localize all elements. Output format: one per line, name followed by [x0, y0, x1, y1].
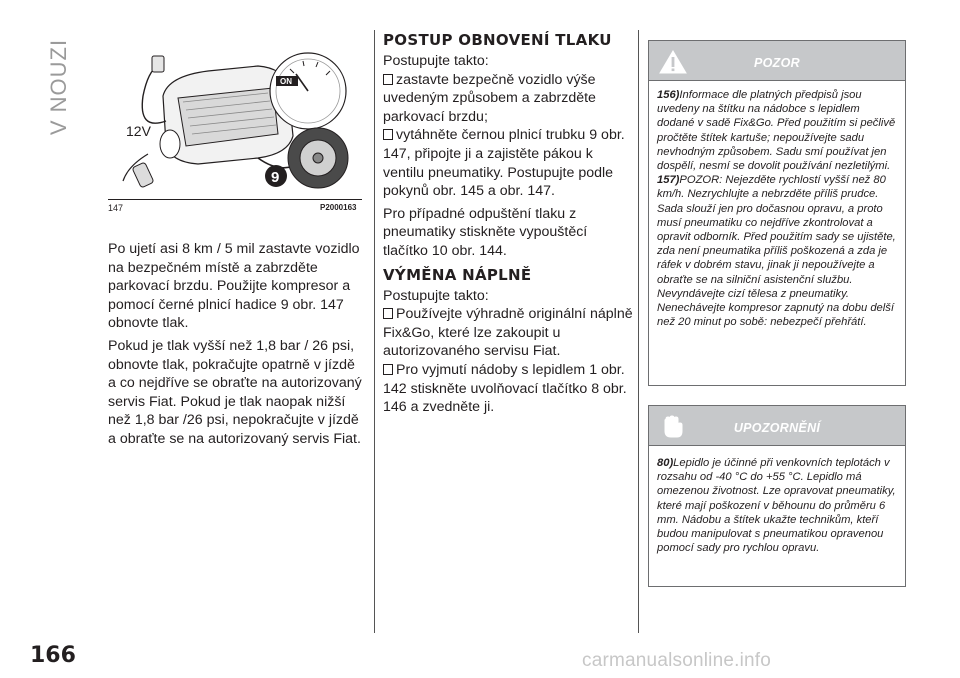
caution-title: UPOZORNĚNÍ [733, 421, 821, 435]
note-number: 157) [657, 174, 680, 187]
warning-note [657, 88, 897, 173]
intro-refill-replacement: Postupujte takto: [383, 287, 489, 304]
on-label: ON [280, 77, 292, 86]
list-item [383, 126, 635, 200]
checkbox-bullet-icon [383, 308, 393, 319]
caution-box [648, 405, 906, 587]
note-text: Informace dle platných předpisů jsou uvedeny na štítku na nádobce s lepidlem dodané v sadě Fix&Go. Před použitím si pečlivě pročtěte štítek kartuše; nepoužívejte sadu nevhodným způsobem. Sadu smí používat jen dospělí, nesmí se dovolit používání nezletilými. [657, 89, 896, 173]
voltage-label: 12V [126, 123, 151, 139]
list-item-text: zastavte bezpečně vozidlo výše uvedeným způsobem a zabrzděte parkovací brzdu; [383, 71, 596, 125]
note-text: Lepidlo je účinné při venkovních teplotách v rozsahu od -40 °C do +55 °C. Lepidlo má omezenou životnost. Lze opravovat pneumatiky, které mají poškození v běhounu do průměru 6 mm. Nádobu a štítek ukažte technikům, kteří budou manipulovat s pneumatikou opravenou pomocí sady pro rychlou opravu. [657, 457, 896, 555]
callout-number: 9 [271, 169, 280, 186]
list-item-text: Používejte výhradně originální náplně Fix&Go, které lze zakoupit u autorizovaného servisu Fiat. [383, 306, 633, 360]
note-number: 80) [657, 457, 674, 469]
figure-code: P2000163 [320, 203, 357, 212]
checkbox-bullet-icon [383, 129, 393, 140]
checkbox-bullet-icon [383, 74, 393, 85]
column-divider-left [374, 30, 375, 633]
figure-caption-rule [108, 199, 362, 200]
list-item [383, 305, 635, 361]
note-text: POZOR: Nejezděte rychlostí vyšší než 80 km/h. Nezrychlujte a nebrzděte příliš prudce. Sada slouží jen pro dočasnou opravu, a proto musí pneumatiku co nejdříve zkontrolovat a opravit odborník. Před použitím sady se ujistěte, zda není pneumatika příliš poškozená a zda je ráfek v dobrém stavu, jinak ji nepoužívejte a obraťte se na silniční asistenční službu. Nevyndávejte cizí tělesa z pneumatiky. Nenechávejte kompresor zapnutý na dobu delší než 20 minut po sobě: nebezpečí přehřátí. [657, 174, 896, 329]
column-2 [383, 33, 635, 421]
section-tab-label: V NOUZI [46, 38, 71, 136]
paragraph-pressure-check: Pokud je tlak vyšší než 1,8 bar / 26 psi, obnovte tlak, pokračujte opatrně v jízdě a co nejdříve se obraťte na autorizovaný servis Fiat. Pokud je tlak naopak nižší než 1,8 bar /26 psi, nepokračujte v jízdě a obraťte se na autorizovaný servis Fiat. [108, 337, 362, 447]
page-number: 166 [30, 643, 76, 668]
checkbox-bullet-icon [383, 364, 393, 375]
warning-note [657, 173, 897, 329]
column-1 [108, 240, 366, 453]
column-divider-right [638, 30, 639, 633]
list-item-text: Pro vyjmutí nádoby s lepidlem 1 obr. 142 stiskněte uvolňovací tlačítko 8 obr. 146 a zvedněte ji. [383, 361, 627, 416]
warning-header [649, 41, 905, 81]
heading-pressure-restore: POSTUP OBNOVENÍ TLAKU [383, 31, 612, 49]
list-item [383, 361, 635, 417]
paragraph-release-pressure: Pro případné odpuštění tlaku z pneumatiky stiskněte vypouštěcí tlačítko 10 obr. 144. [383, 205, 588, 259]
caution-body [649, 446, 905, 563]
watermark: carmanualsonline.info [582, 650, 772, 671]
figure-compressor-illustration [108, 36, 362, 198]
warning-title: POZOR [754, 56, 800, 70]
heading-refill-replacement: VÝMĚNA NÁPLNĚ [383, 265, 532, 284]
caution-note [657, 456, 897, 555]
section-tab [34, 30, 84, 140]
note-number: 156) [657, 89, 680, 101]
list-item-text: vytáhněte černou plnicí trubku 9 obr. 147, připojte ji a zajistěte pákou k ventilu pneumatiky. Postupujte podle pokynů obr. 145 a obr. 147. [383, 127, 625, 200]
warning-box [648, 40, 906, 386]
intro-pressure-restore: Postupujte takto: [383, 53, 489, 69]
compressor-illustration [108, 36, 362, 198]
caution-header [649, 406, 905, 446]
figure-number: 147 [108, 203, 124, 213]
list-item [383, 71, 635, 127]
warning-body [649, 81, 905, 337]
paragraph-stop-and-inflate: Po ujetí asi 8 km / 5 mil zastavte vozidlo na bezpečném místě a zabrzděte parkovací brzdu. Použijte kompresor a pomocí černé plnicí hadice 9 obr. 147 obnovte tlak. [108, 241, 360, 332]
